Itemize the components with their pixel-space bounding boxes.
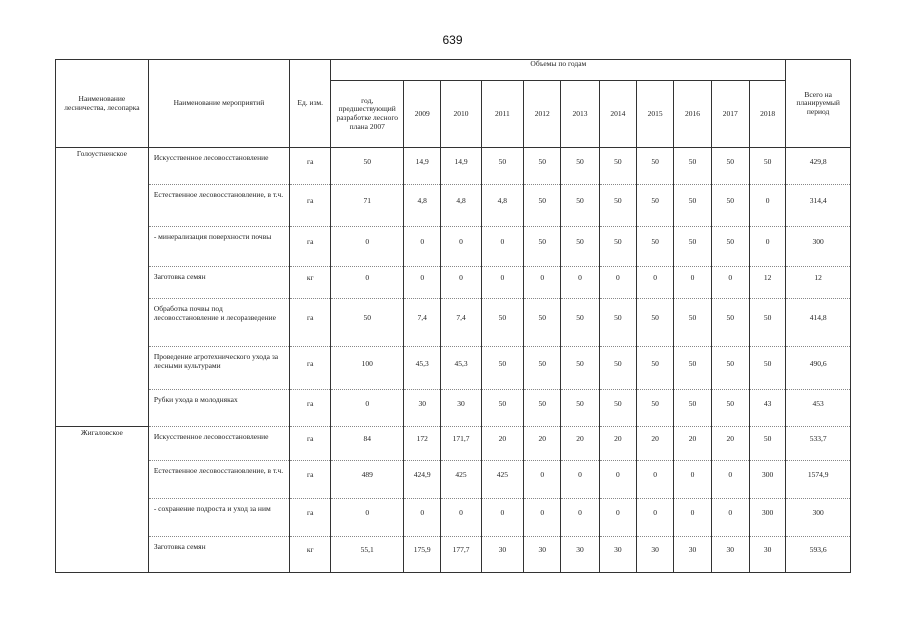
year-2016-value-cell: 0 [674, 461, 711, 499]
year-2011-value-cell: 50 [481, 148, 523, 185]
unit-cell: га [290, 185, 331, 227]
year-2015-value-cell: 50 [637, 390, 674, 427]
unit-cell: га [290, 427, 331, 461]
header-year-2009: 2009 [404, 81, 441, 148]
year-2010-value-cell: 4,8 [441, 185, 481, 227]
total-value-cell: 453 [786, 390, 851, 427]
base-year-value-cell: 71 [331, 185, 404, 227]
year-2014-value-cell: 50 [599, 148, 636, 185]
year-2017-value-cell: 50 [711, 390, 749, 427]
year-2009-value-cell: 7,4 [404, 299, 441, 347]
year-2014-value-cell: 50 [599, 299, 636, 347]
header-year-2011: 2011 [481, 81, 523, 148]
total-value-cell: 300 [786, 227, 851, 267]
unit-cell: га [290, 347, 331, 390]
header-volumes-by-year: Объемы по годам [331, 60, 786, 81]
total-value-cell: 593,6 [786, 537, 851, 573]
activity-name-cell: Искусственное лесовосстановление [148, 148, 289, 185]
year-2012-value-cell: 50 [524, 299, 561, 347]
year-2009-value-cell: 30 [404, 390, 441, 427]
header-year-2010: 2010 [441, 81, 481, 148]
year-2017-value-cell: 50 [711, 148, 749, 185]
year-2011-value-cell: 4,8 [481, 185, 523, 227]
table-row [56, 148, 851, 185]
table-row [56, 347, 851, 390]
total-value-cell: 490,6 [786, 347, 851, 390]
year-2017-value-cell: 0 [711, 461, 749, 499]
year-2012-value-cell: 30 [524, 537, 561, 573]
year-2010-value-cell: 171,7 [441, 427, 481, 461]
forestry-name-cell [56, 537, 149, 573]
base-year-value-cell: 0 [331, 227, 404, 267]
year-2015-value-cell: 50 [637, 299, 674, 347]
year-2015-value-cell: 50 [637, 227, 674, 267]
header-year-2014: 2014 [599, 81, 636, 148]
year-2011-value-cell: 0 [481, 227, 523, 267]
year-2012-value-cell: 50 [524, 347, 561, 390]
forestry-name-cell [56, 185, 149, 227]
year-2015-value-cell: 0 [637, 267, 674, 299]
forestry-name-cell [56, 267, 149, 299]
year-2011-value-cell: 50 [481, 347, 523, 390]
year-2017-value-cell: 20 [711, 427, 749, 461]
year-2011-value-cell: 425 [481, 461, 523, 499]
unit-cell: га [290, 390, 331, 427]
year-2014-value-cell: 0 [599, 499, 636, 537]
year-2012-value-cell: 50 [524, 227, 561, 267]
year-2016-value-cell: 30 [674, 537, 711, 573]
year-2012-value-cell: 50 [524, 185, 561, 227]
year-2010-value-cell: 425 [441, 461, 481, 499]
year-2010-value-cell: 0 [441, 499, 481, 537]
year-2013-value-cell: 0 [561, 499, 599, 537]
total-value-cell: 314,4 [786, 185, 851, 227]
year-2017-value-cell: 0 [711, 267, 749, 299]
header-year-2016: 2016 [674, 81, 711, 148]
year-2010-value-cell: 0 [441, 267, 481, 299]
year-2018-value-cell: 30 [749, 537, 785, 573]
activity-name-cell: Естественное лесовосстановление, в т.ч. [148, 185, 289, 227]
year-2017-value-cell: 50 [711, 299, 749, 347]
total-value-cell: 429,8 [786, 148, 851, 185]
year-2010-value-cell: 0 [441, 227, 481, 267]
total-value-cell: 414,8 [786, 299, 851, 347]
table-header [56, 60, 851, 148]
activity-name-cell: Обработка почвы под лесовосстановление и лесоразведение [148, 299, 289, 347]
year-2013-value-cell: 30 [561, 537, 599, 573]
table-row [56, 267, 851, 299]
year-2010-value-cell: 45,3 [441, 347, 481, 390]
year-2013-value-cell: 50 [561, 148, 599, 185]
year-2012-value-cell: 0 [524, 267, 561, 299]
year-2018-value-cell: 300 [749, 499, 785, 537]
year-2009-value-cell: 0 [404, 267, 441, 299]
year-2012-value-cell: 0 [524, 499, 561, 537]
year-2012-value-cell: 50 [524, 148, 561, 185]
year-2015-value-cell: 0 [637, 499, 674, 537]
base-year-value-cell: 84 [331, 427, 404, 461]
year-2016-value-cell: 20 [674, 427, 711, 461]
unit-cell: га [290, 499, 331, 537]
year-2017-value-cell: 50 [711, 185, 749, 227]
total-value-cell: 1574,9 [786, 461, 851, 499]
year-2013-value-cell: 50 [561, 299, 599, 347]
year-2017-value-cell: 50 [711, 227, 749, 267]
forestry-name-cell [56, 347, 149, 390]
year-2016-value-cell: 0 [674, 499, 711, 537]
year-2015-value-cell: 30 [637, 537, 674, 573]
table-row [56, 499, 851, 537]
year-2018-value-cell: 0 [749, 185, 785, 227]
year-2015-value-cell: 50 [637, 148, 674, 185]
activity-name-cell: Заготовка семян [148, 537, 289, 573]
header-year-2017: 2017 [711, 81, 749, 148]
table-row [56, 427, 851, 461]
year-2012-value-cell: 50 [524, 390, 561, 427]
year-2009-value-cell: 45,3 [404, 347, 441, 390]
table-row [56, 537, 851, 573]
base-year-value-cell: 50 [331, 299, 404, 347]
year-2016-value-cell: 50 [674, 148, 711, 185]
year-2015-value-cell: 0 [637, 461, 674, 499]
year-2014-value-cell: 50 [599, 227, 636, 267]
header-year-2012: 2012 [524, 81, 561, 148]
header-year-2018: 2018 [749, 81, 785, 148]
header-base-year: год, предшествующий разработке лесного плана 2007 [331, 81, 404, 148]
year-2018-value-cell: 50 [749, 148, 785, 185]
table-row [56, 299, 851, 347]
table-row [56, 461, 851, 499]
header-year-2015: 2015 [637, 81, 674, 148]
year-2011-value-cell: 0 [481, 267, 523, 299]
year-2009-value-cell: 175,9 [404, 537, 441, 573]
year-2013-value-cell: 50 [561, 185, 599, 227]
activity-name-cell: Естественное лесовосстановление, в т.ч. [148, 461, 289, 499]
year-2009-value-cell: 0 [404, 227, 441, 267]
base-year-value-cell: 0 [331, 390, 404, 427]
year-2016-value-cell: 50 [674, 185, 711, 227]
table-row [56, 390, 851, 427]
year-2010-value-cell: 14,9 [441, 148, 481, 185]
year-2016-value-cell: 50 [674, 390, 711, 427]
total-value-cell: 533,7 [786, 427, 851, 461]
year-2018-value-cell: 50 [749, 427, 785, 461]
forestry-name-cell [56, 499, 149, 537]
year-2011-value-cell: 20 [481, 427, 523, 461]
year-2009-value-cell: 424,9 [404, 461, 441, 499]
forest-activities-table [55, 59, 851, 573]
year-2009-value-cell: 0 [404, 499, 441, 537]
activity-name-cell: - сохранение подроста и уход за ним [148, 499, 289, 537]
year-2013-value-cell: 0 [561, 267, 599, 299]
unit-cell: кг [290, 537, 331, 573]
activity-name-cell: Проведение агротехнического ухода за лесными культурами [148, 347, 289, 390]
year-2018-value-cell: 12 [749, 267, 785, 299]
forestry-name-cell [56, 390, 149, 427]
unit-cell: га [290, 299, 331, 347]
forestry-name-cell [56, 461, 149, 499]
unit-cell: га [290, 461, 331, 499]
activity-name-cell: Искусственное лесовосстановление [148, 427, 289, 461]
table-body [56, 148, 851, 573]
year-2016-value-cell: 0 [674, 267, 711, 299]
year-2010-value-cell: 30 [441, 390, 481, 427]
year-2017-value-cell: 30 [711, 537, 749, 573]
year-2015-value-cell: 50 [637, 185, 674, 227]
year-2016-value-cell: 50 [674, 299, 711, 347]
header-year-2013: 2013 [561, 81, 599, 148]
header-unit: Ед. изм. [290, 60, 331, 148]
unit-cell: га [290, 148, 331, 185]
year-2011-value-cell: 30 [481, 537, 523, 573]
activity-name-cell: - минерализация поверхности почвы [148, 227, 289, 267]
unit-cell: га [290, 227, 331, 267]
forestry-name-cell [56, 299, 149, 347]
year-2010-value-cell: 177,7 [441, 537, 481, 573]
year-2018-value-cell: 0 [749, 227, 785, 267]
activity-name-cell: Рубки ухода в молодняках [148, 390, 289, 427]
year-2012-value-cell: 0 [524, 461, 561, 499]
forestry-name-cell [56, 227, 149, 267]
year-2012-value-cell: 20 [524, 427, 561, 461]
year-2014-value-cell: 50 [599, 347, 636, 390]
base-year-value-cell: 50 [331, 148, 404, 185]
year-2013-value-cell: 50 [561, 347, 599, 390]
year-2009-value-cell: 14,9 [404, 148, 441, 185]
year-2014-value-cell: 20 [599, 427, 636, 461]
page-number: 639 [442, 33, 463, 47]
year-2014-value-cell: 50 [599, 185, 636, 227]
header-forestry: Наименование лесничества, лесопарка [56, 60, 149, 148]
year-2009-value-cell: 172 [404, 427, 441, 461]
year-2018-value-cell: 50 [749, 299, 785, 347]
forestry-name-cell: Жигаловское [56, 427, 149, 461]
year-2013-value-cell: 50 [561, 390, 599, 427]
table-row [56, 185, 851, 227]
activity-name-cell: Заготовка семян [148, 267, 289, 299]
unit-cell: кг [290, 267, 331, 299]
year-2011-value-cell: 50 [481, 299, 523, 347]
base-year-value-cell: 100 [331, 347, 404, 390]
header-activity: Наименование мероприятий [148, 60, 289, 148]
year-2018-value-cell: 43 [749, 390, 785, 427]
year-2010-value-cell: 7,4 [441, 299, 481, 347]
year-2013-value-cell: 0 [561, 461, 599, 499]
table-row [56, 227, 851, 267]
year-2013-value-cell: 50 [561, 227, 599, 267]
total-value-cell: 12 [786, 267, 851, 299]
year-2016-value-cell: 50 [674, 227, 711, 267]
year-2014-value-cell: 0 [599, 461, 636, 499]
header-total: Всего на планируемый период [786, 60, 851, 148]
base-year-value-cell: 0 [331, 267, 404, 299]
year-2015-value-cell: 20 [637, 427, 674, 461]
total-value-cell: 300 [786, 499, 851, 537]
base-year-value-cell: 0 [331, 499, 404, 537]
year-2014-value-cell: 0 [599, 267, 636, 299]
year-2016-value-cell: 50 [674, 347, 711, 390]
year-2011-value-cell: 50 [481, 390, 523, 427]
year-2017-value-cell: 50 [711, 347, 749, 390]
year-2018-value-cell: 50 [749, 347, 785, 390]
year-2015-value-cell: 50 [637, 347, 674, 390]
year-2011-value-cell: 0 [481, 499, 523, 537]
year-2013-value-cell: 20 [561, 427, 599, 461]
base-year-value-cell: 489 [331, 461, 404, 499]
base-year-value-cell: 55,1 [331, 537, 404, 573]
year-2014-value-cell: 30 [599, 537, 636, 573]
year-2017-value-cell: 0 [711, 499, 749, 537]
year-2018-value-cell: 300 [749, 461, 785, 499]
forestry-name-cell: Голоустненское [56, 148, 149, 185]
year-2009-value-cell: 4,8 [404, 185, 441, 227]
year-2014-value-cell: 50 [599, 390, 636, 427]
